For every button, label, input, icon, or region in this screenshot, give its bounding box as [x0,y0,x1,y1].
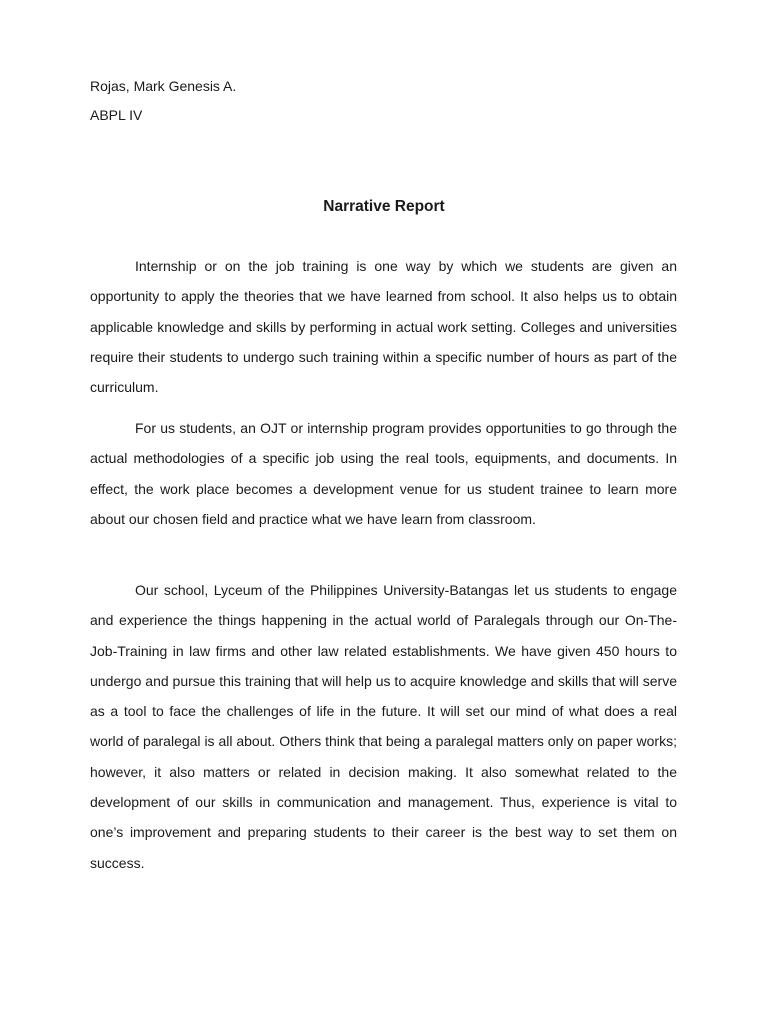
paragraph-2: For us students, an OJT or internship program provides opportunities to go through the actual methodologies of a specific job using the real tools, equipments, and documents. In effect, the work place becomes a development venue for us student trainee to learn more about our chosen field and practice what we have learn from classroom. [90,420,677,527]
author-name: Rojas, Mark Genesis A. [90,78,237,94]
paragraph-1: Internship or on the job training is one way by which we students are given an opportunity to apply the theories that we have learned from school. It also helps us to obtain applicable knowledge and skills by performing in actual work setting. Colleges and universities require their students to undergo such training within a specific number of hours as part of the curriculum. [90,258,677,396]
paragraph-3: Our school, Lyceum of the Philippines University-Batangas let us students to engage and experience the things happening in the actual world of Paralegals through our On-The-Job-Training in law firms and other law related establishments. We have given 450 hours to undergo and pursue this training that will help us to acquire knowledge and skills that will serve as a tool to face the challenges of life in the future. It will set our mind of what does a real world of paralegal is all about. Others think that being a paralegal matters only on paper works; however, it also matters or related in decision making. It also somewhat related to the development of our skills in communication and management. Thus, experience is vital to one’s improvement and preparing students to their career is the best way to set them on success. [90,582,677,871]
document-title: Narrative Report [323,198,445,215]
course-label: ABPL IV [90,107,143,123]
